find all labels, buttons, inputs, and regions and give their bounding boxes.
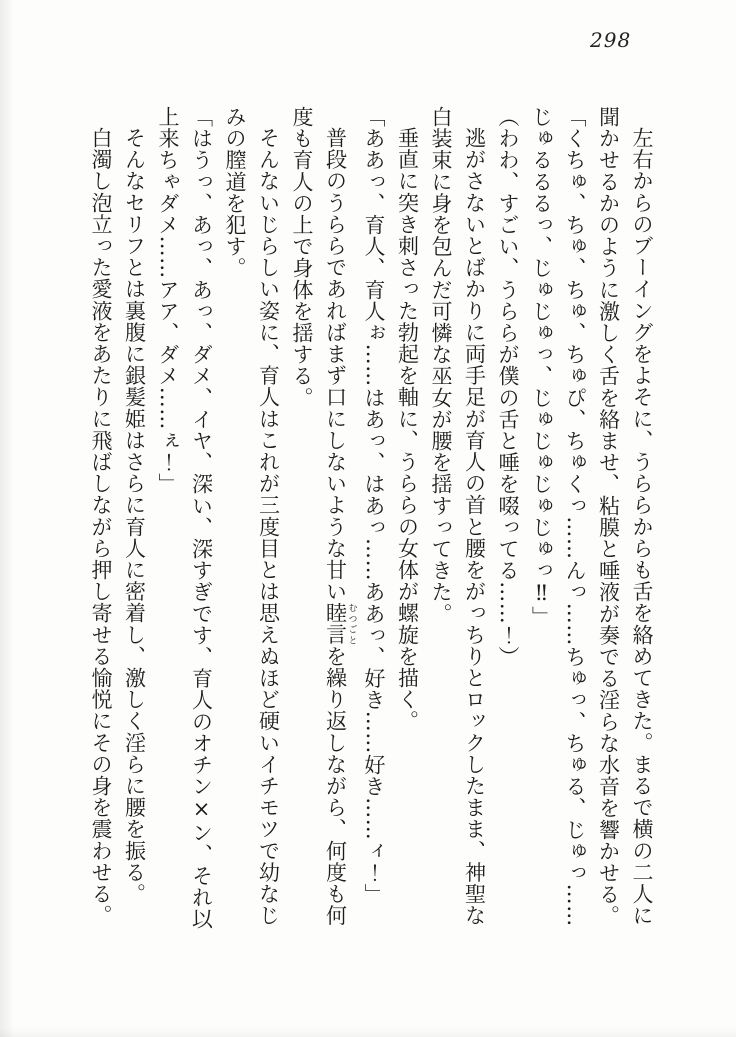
paragraph-dialogue-urara: 「ああっ、育人、育人ぉ……はあっ、はあっ……ああっ、好き……好き……ィ！」 xyxy=(362,106,386,906)
ruby-annotation xyxy=(323,602,357,646)
paragraph-narration-4-with-ruby xyxy=(285,106,357,930)
page-number: 298 xyxy=(590,28,632,52)
paragraph-dialogue-sfx: 「くちゅ、ちゅ、ちゅ、ちゅぴ、ちゅくっ……んっ……ちゅっ、ちゅる、じゅっ……じゅるるるっ、じゅじゅっ、じゅじゅじゅじゅっ‼」 xyxy=(529,106,587,927)
text-block xyxy=(84,106,659,930)
paragraph-narration-5: そんないじらしい姿に、育人はこれが三度目とは思えぬほど硬いイチモツで幼なじみの膣道を犯す。 xyxy=(223,106,281,927)
paragraph-narration-2: 逃がさないとばかりに両手足が育人の首と腰をがっちりとロックしたまま、神聖な白装束に身を包んだ可憐な巫女が腰を揺すってきた。 xyxy=(429,106,487,927)
scan-edge-shadow-left xyxy=(0,0,14,1037)
paragraph-narration-3: 垂直に突き刺さった勃起を軸に、うららの女体が螺旋を描く。 xyxy=(395,127,420,732)
ruby-before-text: 普段のうららであればまず口にしないような甘い xyxy=(323,127,348,603)
paragraph-inner-monologue: （わわ、すごい、うららが僕の舌と唾を啜ってる……！） xyxy=(496,106,520,668)
ruby-base-text: 睦言 xyxy=(323,602,348,646)
paragraph-narration-6: そんなセリフとは裏腹に銀髪姫はさらに育人に密着し、激しく淫らに腰を振る。 xyxy=(122,127,147,905)
ruby-furigana-text: むつごと xyxy=(346,602,357,646)
paragraph-dialogue-urara-2: 「はうっ、あっ、あっ、ダメ、イヤ、深い、深すぎです、育人のオチン×ン、それ以上来ちゃダメ……アア、ダメ……ぇ！」 xyxy=(156,106,214,930)
paragraph-narration-7: 白濁し泡立った愛液をあたりに飛ばしながら押し寄せる愉悦にその身を震わせる。 xyxy=(89,127,113,927)
paragraph-narration-1: 左右からのブーイングをよそに、うららからも舌を絡めてきた。まるで横の二人に聞かせるかのように激しく舌を絡ませ、粘膜と唾液が奏でる淫らな水音を響かせる。 xyxy=(596,106,654,927)
ruby-after-text: を繰り返しながら、何度も何度も育人の上で身体を揺する。 xyxy=(290,106,348,927)
scan-edge-shadow-bottom xyxy=(0,1027,736,1037)
